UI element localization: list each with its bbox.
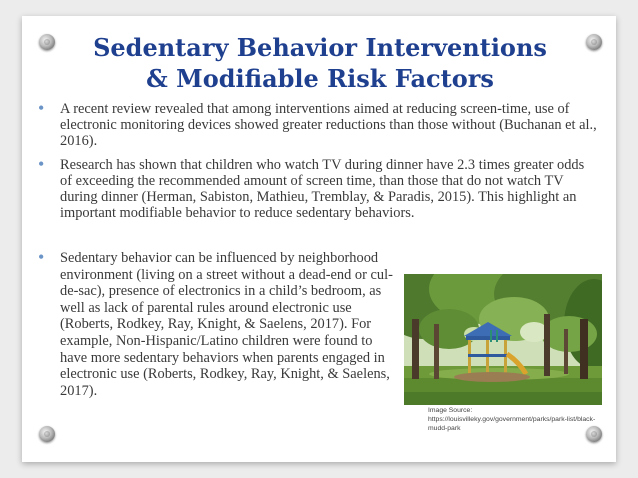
bullet-item-2: • Research has shown that children who watch TV during dinner have 2.3 times greater odds of exceeding the recommended amount of screen time, than those that do not watch TV during dinner (Herman, Sabiston, Mathieu, Tremblay, & Paradis, 2015). This highlight an important modifiable behavior to reduce sedentary behaviors.: [38, 157, 598, 221]
park-playground-image: [404, 274, 602, 405]
bullet-list: [38, 101, 598, 229]
title-line-2: & Modifiable Risk Factors: [146, 64, 494, 93]
bullet-item-3: • Sedentary behavior can be influenced by neighborhood environment (living on a street without a dead-end or cul-de-sac), presence of electronics in a child’s bedroom, as well as lack of parental rules around electronic use (Roberts, Rodkey, Ray, Knight, & Saelens, 2017). For example, Non-Hispanic/Latino children were found to have more sedentary behaviors when parents engaged in electronic use (Roberts, Rodkey, Ray, Knight, & Saelens, 2017).: [38, 250, 398, 399]
caption-label: Image Source:: [428, 407, 473, 414]
title-line-1: Sedentary Behavior Interventions: [93, 33, 547, 62]
pushpin-icon: [39, 34, 55, 50]
bullet-item-1: • A recent review revealed that among interventions aimed at reducing screen-time, use of electronic monitoring devices showed greater reductions than those without (Buchanan et al., 2016).: [38, 101, 598, 149]
pushpin-icon: [586, 34, 602, 50]
pushpin-icon: [39, 426, 55, 442]
park-photo: [404, 274, 602, 405]
slide-title: [60, 32, 580, 94]
image-source-caption: [428, 406, 608, 433]
caption-url: https://louisvilleky.gov/government/parks/park-list/black-mudd-park: [428, 416, 596, 432]
